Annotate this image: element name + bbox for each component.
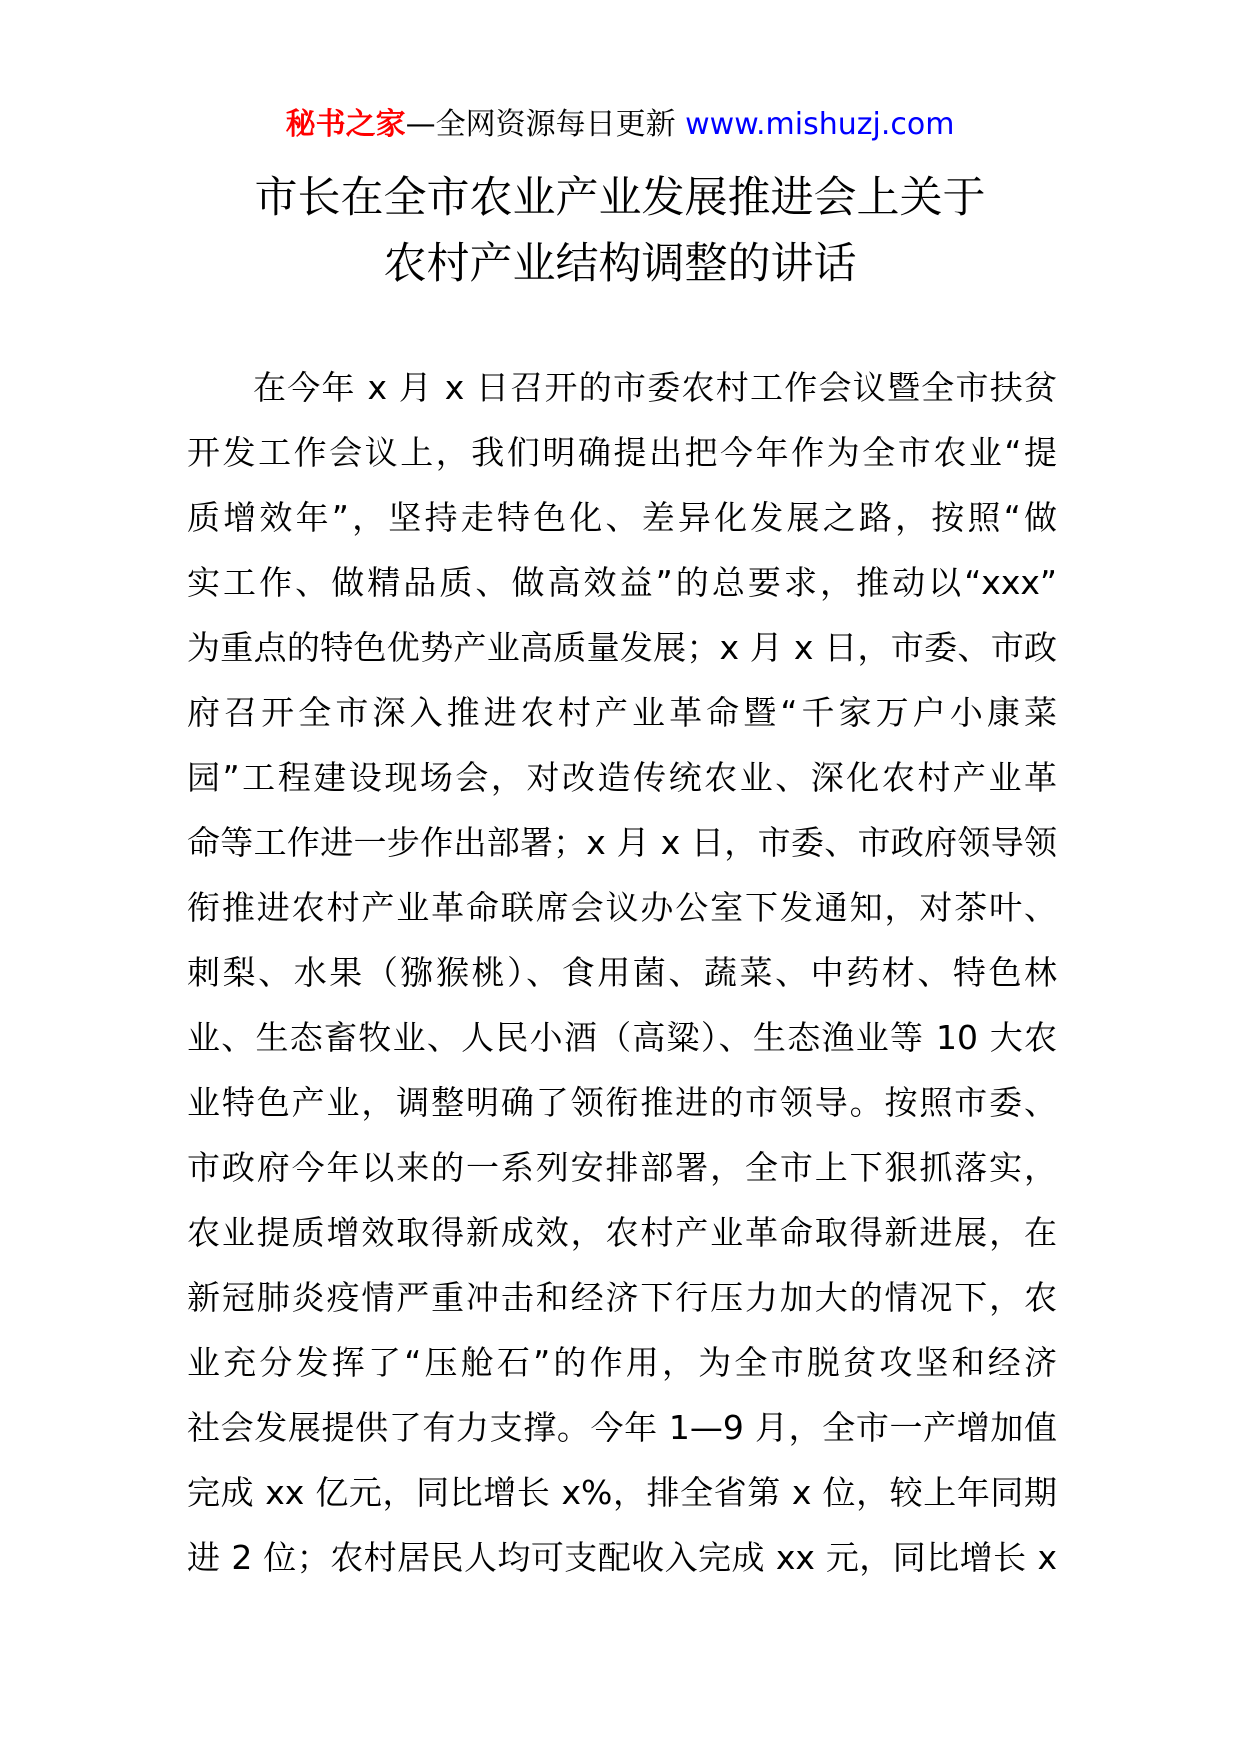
- body-line: 为重点的特色优势产业高质量发展；x 月 x 日，市委、市政: [187, 628, 1057, 667]
- body-line: 实工作、做精品质、做高效益”的总要求，推动以“xxx”: [187, 563, 1057, 602]
- body-line: 进 2 位；农村居民人均可支配收入完成 xx 元，同比增长 x: [187, 1538, 1057, 1577]
- body-line: 开发工作会议上，我们明确提出把今年作为全市农业“提: [187, 433, 1057, 472]
- body-line: 农业提质增效取得新成效，农村产业革命取得新进展，在: [187, 1213, 1057, 1252]
- body-line: 在今年 x 月 x 日召开的市委农村工作会议暨全市扶贫: [253, 368, 1057, 407]
- site-header: [0, 103, 1240, 147]
- body-line: 社会发展提供了有力支撑。今年 1—9 月，全市一产增加值: [187, 1408, 1057, 1447]
- title-line-1: 市长在全市农业产业发展推进会上关于: [254, 173, 986, 223]
- document-title: [0, 165, 1240, 297]
- body-line: 命等工作进一步作出部署；x 月 x 日，市委、市政府领导领: [187, 823, 1057, 862]
- body-line: 业充分发挥了“压舱石”的作用，为全市脱贫攻坚和经济: [187, 1343, 1057, 1382]
- body-line: 新冠肺炎疫情严重冲击和经济下行压力加大的情况下，农: [187, 1278, 1057, 1317]
- site-url[interactable]: www.mishuzj.com: [685, 107, 955, 142]
- body-line: 业特色产业，调整明确了领衔推进的市领导。按照市委、: [187, 1083, 1057, 1122]
- body-line: 完成 xx 亿元，同比增长 x%，排全省第 x 位，较上年同期: [187, 1473, 1057, 1512]
- body-line: 府召开全市深入推进农村产业革命暨“千家万户小康菜: [187, 693, 1057, 732]
- body-line: 市政府今年以来的一系列安排部署，全市上下狠抓落实，: [187, 1148, 1057, 1187]
- body-line: 质增效年”，坚持走特色化、差异化发展之路，按照“做: [187, 498, 1057, 537]
- body-line: 衔推进农村产业革命联席会议办公室下发通知，对茶叶、: [187, 888, 1057, 927]
- title-line-2: 农村产业结构调整的讲话: [383, 239, 857, 289]
- body-paragraph: [187, 355, 1057, 1590]
- header-slogan: —全网资源每日更新: [405, 107, 686, 142]
- brand-name: 秘书之家: [285, 107, 406, 142]
- body-line: 刺梨、水果（猕猴桃）、食用菌、蔬菜、中药材、特色林: [187, 953, 1057, 992]
- body-line: 业、生态畜牧业、人民小酒（高粱）、生态渔业等 10 大农: [187, 1018, 1057, 1057]
- body-line: 园”工程建设现场会，对改造传统农业、深化农村产业革: [187, 758, 1057, 797]
